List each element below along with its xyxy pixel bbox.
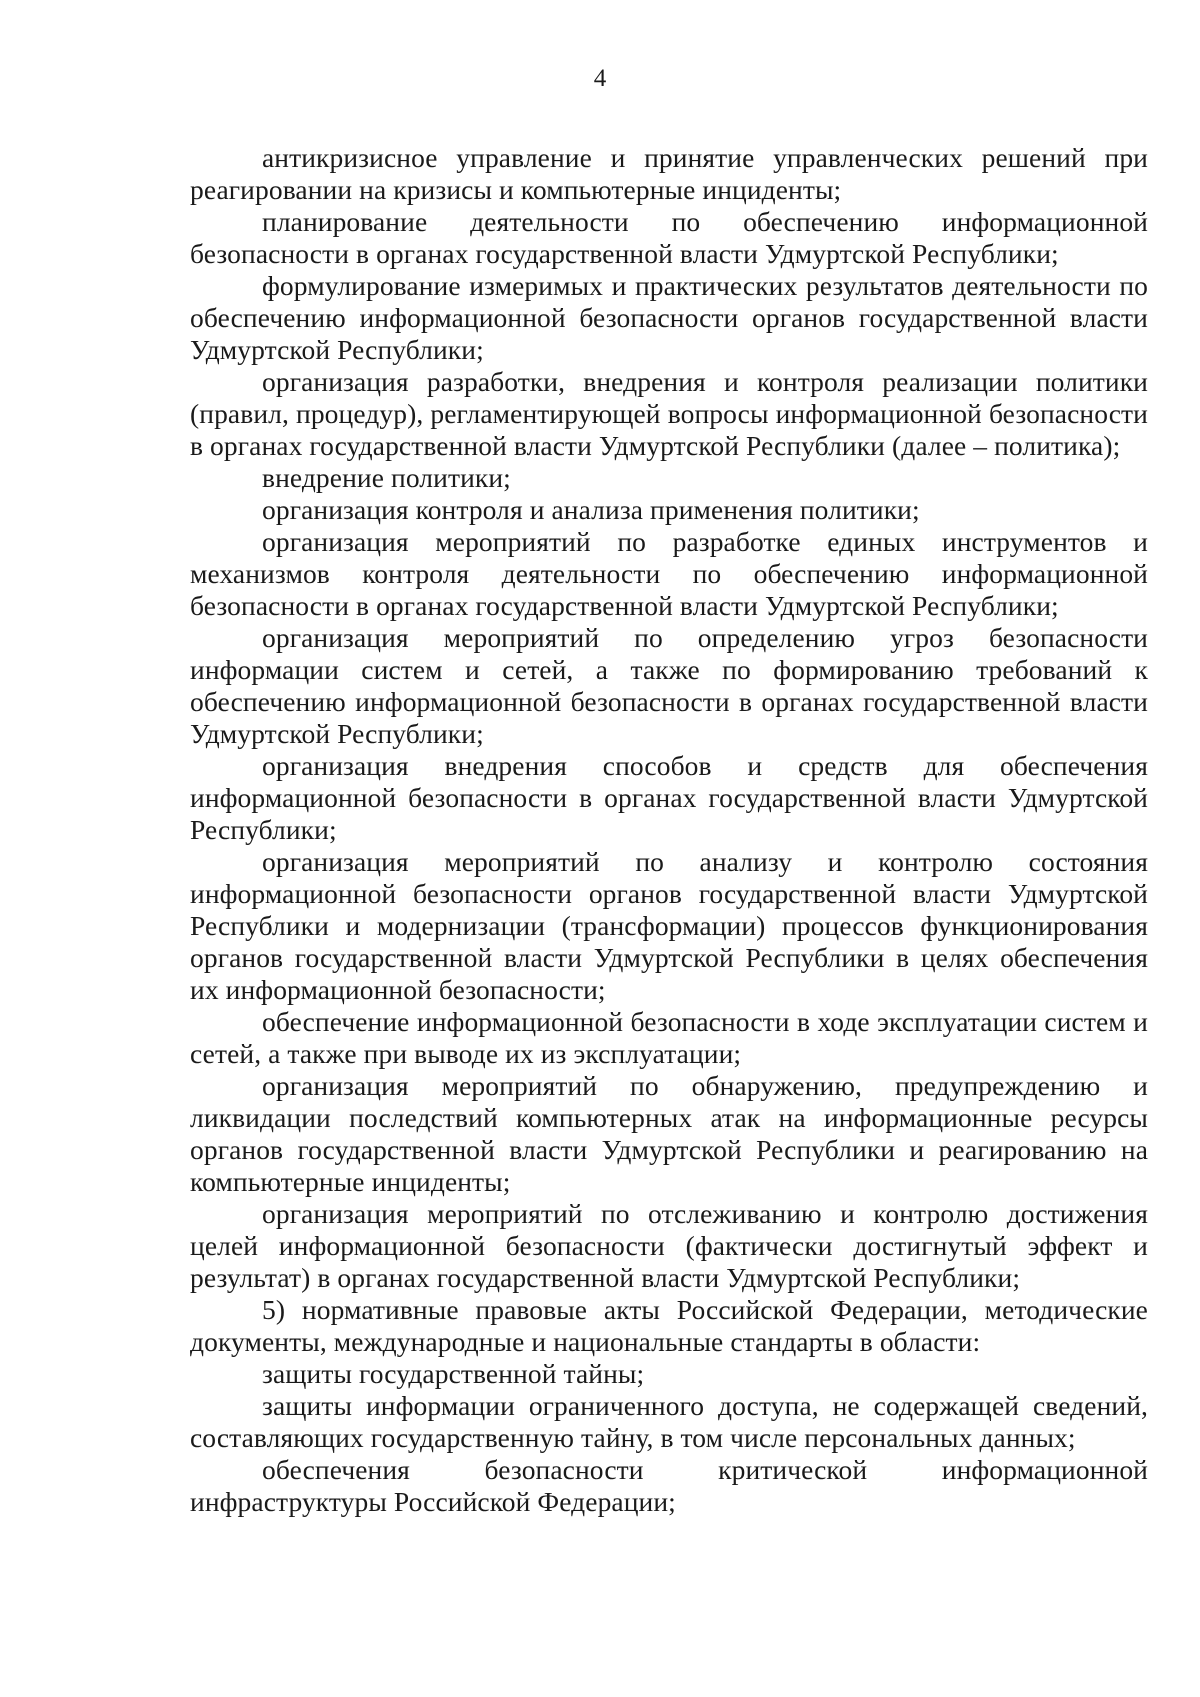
paragraph-operation-security: обеспечение информационной безопасности в ходе эксплуатации систем и сетей, а также при выводе их из эксплуатации; [190,1006,1148,1069]
paragraph-crisis-management: антикризисное управление и принятие управленческих решений при реагировании на кризисы и компьютерные инциденты; [190,142,1148,205]
document-body [190,142,1148,1518]
paragraph-state-analysis: организация мероприятий по анализу и контролю состояния информационной безопасности органов государственной власти Удмуртской Республики и модернизации (трансформации) процессов функционирования органов государственной власти Удмуртской Республики в целях обеспечения их информационной безопасности; [190,846,1148,1005]
paragraph-formulating-results: формулирование измеримых и практических результатов деятельности по обеспечению информационной безопасности органов государственной власти Удмуртской Республики; [190,270,1148,365]
paragraph-threat-identification: организация мероприятий по определению угроз безопасности информации систем и сетей, а также по формированию требований к обеспечению информационной безопасности в органах государственной власти Удмуртской Республики; [190,622,1148,749]
paragraph-critical-infrastructure: обеспечения безопасности критической информационной инфраструктуры Российской Федерации; [190,1454,1148,1517]
paragraph-legal-acts: 5) нормативные правовые акты Российской Федерации, методические документы, международные и национальные стандарты в области: [190,1294,1148,1357]
paragraph-attack-detection: организация мероприятий по обнаружению, предупреждению и ликвидации последствий компьютерных атак на информационные ресурсы органов государственной власти Удмуртской Республики и реагированию на компьютерные инциденты; [190,1070,1148,1197]
paragraph-policy-development: организация разработки, внедрения и контроля реализации политики (правил, процедур), регламентирующей вопросы информационной безопасности в органах государственной власти Удмуртской Республики (далее – политика); [190,366,1148,461]
paragraph-means-implementation: организация внедрения способов и средств для обеспечения информационной безопасности в органах государственной власти Удмуртской Республики; [190,750,1148,845]
paragraph-state-secret: защиты государственной тайны; [262,1358,645,1389]
paragraph-policy-control: организация контроля и анализа применения политики; [262,494,920,525]
paragraph-policy-implementation: внедрение политики; [262,462,511,493]
paragraph-planning: планирование деятельности по обеспечению информационной безопасности в органах государственной власти Удмуртской Республики; [190,206,1148,269]
paragraph-restricted-info: защиты информации ограниченного доступа, не содержащей сведений, составляющих государственную тайну, в том числе персональных данных; [190,1390,1148,1453]
paragraph-goal-tracking: организация мероприятий по отслеживанию и контролю достижения целей информационной безопасности (фактически достигнутый эффект и результат) в органах государственной власти Удмуртской Республики; [190,1198,1148,1293]
paragraph-unified-tools: организация мероприятий по разработке единых инструментов и механизмов контроля деятельности по обеспечению информационной безопасности в органах государственной власти Удмуртской Республики; [190,526,1148,621]
page-number: 4 [593,65,607,92]
